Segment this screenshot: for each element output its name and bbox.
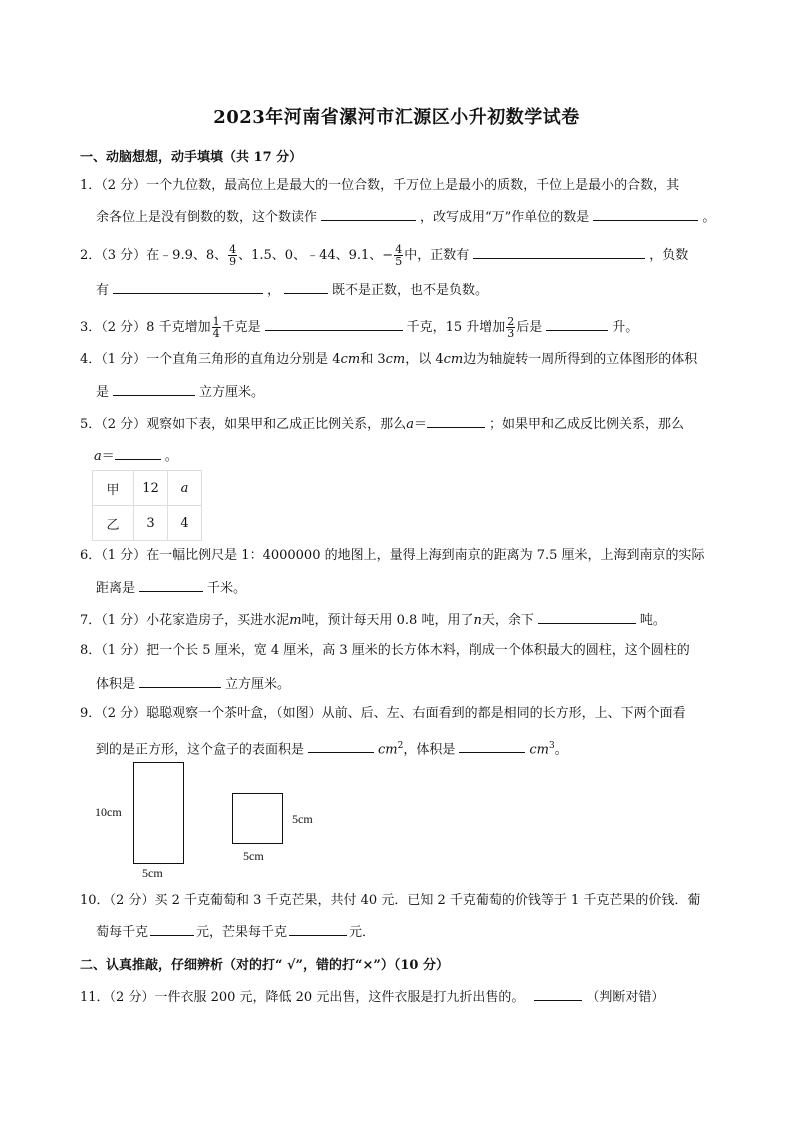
q9-blank-volume[interactable] [459, 739, 525, 753]
q5-var-a2: a [94, 449, 102, 464]
q2-text-b: 、1.5、0、﹣44、9.1、− [238, 248, 394, 263]
q4-text-a3: ，以 4 [405, 352, 444, 367]
table-row [93, 471, 202, 506]
q4-text-a4: 边为轴旋转一周所得到的立体图形的体积 [463, 352, 698, 367]
table-cell: 乙 [93, 506, 134, 541]
table-cell: 3 [134, 506, 168, 541]
q2-blank-neither[interactable] [284, 280, 328, 294]
q2-fraction-1: $\frac{4}{9}$ [229, 243, 237, 268]
q2-line1 [80, 244, 688, 267]
q6-line1: 6．（1 分）在一幅比例尺是 1：4000000 的地图上，量得上海到南京的距离为 7.5 厘米，上海到南京的实际 [80, 548, 705, 563]
q2-text-c: 中，正数有 [404, 248, 470, 263]
q10-text-d: 元． [349, 925, 376, 940]
q9-unit-area: cm [378, 742, 398, 758]
q7-text-a: 7．（1 分）小花家造房子，买进水泥 [80, 613, 290, 628]
q5-ratio-table [92, 470, 202, 541]
q7-text-c: 天，余下 [481, 613, 534, 628]
q7-text-d: 吨。 [639, 613, 666, 628]
q9-sup-3: 3 [548, 741, 555, 751]
section-1-heading: 一、动脑想想，动手填填（共 17 分） [80, 150, 303, 165]
table-cell: 12 [134, 471, 168, 506]
q9-figure-square [232, 793, 283, 844]
q9-label-rect-width: 5cm [142, 866, 163, 880]
q3-text-e: 升。 [612, 320, 639, 335]
q4-text-a1: 4．（1 分）一个直角三角形的直角边分别是 4 [80, 352, 341, 367]
q1-line1: 1．（2 分）一个九位数，最高位上是最大的一位合数，千万位上是最小的质数，千位上是最小的合数，其 [80, 178, 680, 193]
q3-line [80, 316, 638, 339]
table-cell: a [168, 471, 202, 506]
q4-unit-2: cm [385, 352, 406, 367]
q1-blank-read[interactable] [321, 207, 416, 221]
q1-line2 [96, 207, 715, 227]
q4-blank-volume[interactable] [113, 382, 195, 396]
q11-text-b: （判断对错） [586, 990, 665, 1005]
q3-blank-l[interactable] [546, 317, 608, 331]
q7-var-m: m [289, 613, 302, 628]
q11-text-a: 11．（2 分）一件衣服 200 元，降低 20 元出售，这件衣服是打九折出售的。 [80, 990, 525, 1005]
q4-line1 [80, 351, 697, 369]
q5-var-a: a [406, 417, 414, 432]
q2-text-g: 既不是正数，也不是负数。 [332, 283, 489, 298]
q10-line2 [96, 922, 375, 942]
q4-text-a2: 和 3 [360, 352, 386, 367]
q9-figure-rectangle [133, 762, 184, 864]
q10-blank-grape[interactable] [150, 922, 194, 936]
q8-text-b: 体积是 [96, 677, 136, 692]
q7-text-b: 吨，预计每天用 0.8 吨，用了 [301, 613, 474, 628]
q2-text-f: ， [267, 283, 281, 298]
q6-text-b: 距离是 [96, 581, 136, 596]
q2-blank-positive[interactable] [473, 245, 645, 259]
q3-text-d: 后是 [516, 320, 543, 335]
q5-blank-inverse[interactable] [115, 446, 161, 460]
q8-line2 [96, 674, 290, 694]
q4-line2 [96, 382, 264, 402]
q2-text-a: 2．（3 分）在﹣9.9、8、 [80, 248, 228, 263]
q2-line2 [96, 280, 488, 300]
q1-blank-wan[interactable] [593, 207, 698, 221]
q2-text-d: ，负数 [649, 248, 689, 263]
q9-label-square-side: 5cm [292, 812, 313, 826]
q10-text-b: 萄每千克 [96, 925, 149, 940]
q10-blank-mango[interactable] [289, 922, 347, 936]
q7-blank-remaining[interactable] [538, 610, 636, 624]
q3-text-a: 3．（2 分）8 千克增加 [80, 320, 211, 335]
q10-text-c: 元，芒果每千克 [196, 925, 288, 940]
q4-unit-1: cm [340, 352, 361, 367]
q5-text-a: 5．（2 分）观察如下表，如果甲和乙成正比例关系，那么 [80, 417, 407, 432]
q8-text-c: 立方厘米。 [225, 677, 291, 692]
q1-text-d: 。 [702, 210, 716, 225]
q3-fraction-1: $\frac{1}{4}$ [212, 315, 220, 340]
q6-blank-distance[interactable] [139, 578, 203, 592]
q4-unit-3: cm [443, 352, 464, 367]
section-2-heading: 二、认真推敲，仔细辨析（对的打“ √”，错的打“×”）（10 分） [80, 958, 449, 973]
q5-text-c: 。 [164, 449, 178, 464]
q10-line1: 10．（2 分）买 2 千克葡萄和 3 千克芒果，共付 40 元．已知 2 千克葡萄的价钱等于 1 千克芒果的价钱．葡 [80, 893, 701, 908]
q3-text-c: 千克，15 升增加 [406, 320, 506, 335]
table-row [93, 506, 202, 541]
q2-text-e: 有 [96, 283, 110, 298]
q7-var-n: n [473, 613, 482, 628]
q5-text-b: ；如果甲和乙成反比例关系，那么 [488, 417, 684, 432]
q5-eq: ＝ [413, 417, 427, 432]
q9-line2 [96, 737, 568, 759]
q2-fraction-2: $\frac{4}{5}$ [395, 243, 403, 268]
q9-text-d: 。 [554, 742, 568, 758]
table-cell: 甲 [93, 471, 134, 506]
q7-line [80, 610, 666, 630]
q5-eq2: ＝ [101, 449, 115, 464]
q11-line [80, 987, 664, 1007]
q9-label-square-width: 5cm [243, 849, 264, 863]
q6-text-c: 千米。 [207, 581, 247, 596]
q11-blank-judge[interactable] [534, 987, 582, 1001]
q5-line1 [80, 414, 684, 434]
q5-line2 [94, 446, 178, 466]
q2-blank-negative[interactable] [113, 280, 263, 294]
q3-fraction-2: $\frac{2}{3}$ [507, 315, 515, 340]
page-title: 2023年河南省漯河市汇源区小升初数学试卷 [213, 107, 580, 128]
q5-blank-direct[interactable] [427, 414, 485, 428]
q3-blank-kg[interactable] [265, 317, 403, 331]
q4-text-c: 立方厘米。 [199, 385, 265, 400]
q6-line2 [96, 578, 246, 598]
q9-line1: 9．（2 分）聪聪观察一个茶叶盒，（如图）从前、后、左、右面看到的都是相同的长方形，上、下两个面看 [80, 706, 686, 721]
q8-line1: 8．（1 分）把一个长 5 厘米，宽 4 厘米，高 3 厘米的长方体木料，削成一个体积最大的圆柱，这个圆柱的 [80, 643, 690, 658]
q8-blank-volume[interactable] [139, 674, 221, 688]
q9-label-rect-height: 10cm [95, 805, 122, 819]
q3-text-b: 千克是 [221, 320, 261, 335]
q9-sup-2: 2 [397, 741, 404, 751]
q9-blank-area[interactable] [308, 739, 374, 753]
table-cell: 4 [168, 506, 202, 541]
q1-text-b: 余各位上是没有倒数的数，这个数读作 [96, 210, 318, 225]
q1-text-c: ，改写成用“万”作单位的数是 [420, 210, 590, 225]
q4-text-b: 是 [96, 385, 110, 400]
q9-unit-volume: cm [529, 742, 549, 758]
q9-text-c: ，体积是 [403, 742, 456, 758]
q9-text-b: 到的是正方形，这个盒子的表面积是 [96, 742, 305, 758]
